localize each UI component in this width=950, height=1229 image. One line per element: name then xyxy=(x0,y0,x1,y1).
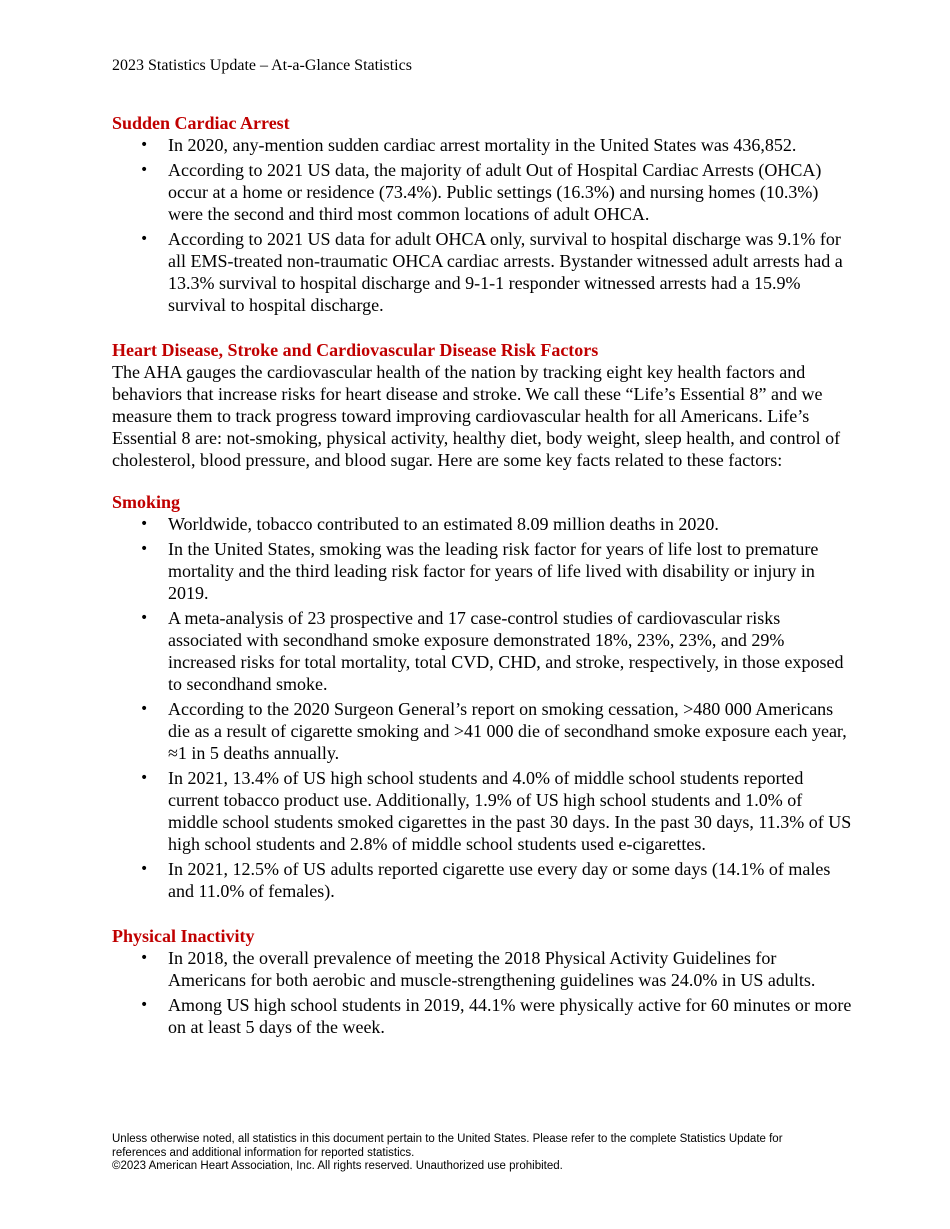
list-item: • Worldwide, tobacco contributed to an estimated 8.09 million deaths in 2020. xyxy=(112,513,852,535)
list-item: • According to 2021 US data for adult OHCA only, survival to hospital discharge was 9.1% for all EMS-treated non-traumatic OHCA cardiac arrests. Bystander witnessed adult arrests had a 13.3% survival to hospital discharge and 9-1-1 responder witnessed arrests had a 15.9% survival to hospital discharge. xyxy=(112,228,852,316)
document-body xyxy=(112,112,852,1041)
list-item: • In 2020, any-mention sudden cardiac arrest mortality in the United States was 436,852. xyxy=(112,134,852,156)
list-item: • A meta-analysis of 23 prospective and 17 case-control studies of cardiovascular risks associated with secondhand smoke exposure demonstrated 18%, 23%, 23%, and 29% increased risks for total mortality, total CVD, CHD, and stroke, respectively, in those exposed to secondhand smoke. xyxy=(112,607,852,695)
section-heading-sudden-cardiac-arrest: Sudden Cardiac Arrest xyxy=(112,113,290,133)
section-heading-risk-factors: Heart Disease, Stroke and Cardiovascular Disease Risk Factors xyxy=(112,340,599,360)
list-item: • According to 2021 US data, the majority of adult Out of Hospital Cardiac Arrests (OHCA) occur at a home or residence (73.4%). Public settings (16.3%) and nursing homes (10.3%) were the second and third most common locations of adult OHCA. xyxy=(112,159,852,225)
list-item: • Among US high school students in 2019, 44.1% were physically active for 60 minutes or more on at least 5 days of the week. xyxy=(112,994,852,1038)
list-item: • In 2021, 13.4% of US high school students and 4.0% of middle school students reported current tobacco product use. Additionally, 1.9% of US high school students and 1.0% of middle school students smoked cigarettes in the past 30 days. In the past 30 days, 11.3% of US high school students and 2.8% of middle school students used e-cigarettes. xyxy=(112,767,852,855)
smoking-list xyxy=(112,513,852,902)
risk-factors-paragraph: The AHA gauges the cardiovascular health of the nation by tracking eight key health factors and behaviors that increase risks for heart disease and stroke. We call these “Life’s Essential 8” and we measure them to track progress toward improving cardiovascular health for all Americans. Life’s Essential 8 are: not-smoking, physical activity, healthy diet, body weight, sleep health, and control of cholesterol, blood pressure, and blood sugar. Here are some key facts related to these factors: xyxy=(112,362,841,470)
list-item: • In 2018, the overall prevalence of meeting the 2018 Physical Activity Guidelines for Americans for both aerobic and muscle-strengthening guidelines was 24.0% in US adults. xyxy=(112,947,852,991)
footer-disclaimer: Unless otherwise noted, all statistics in this document pertain to the United States. Please refer to the complete Statistics Update for references and additional information for reported statistics. xyxy=(112,1133,783,1159)
list-item: • In 2021, 12.5% of US adults reported cigarette use every day or some days (14.1% of males and 11.0% of females). xyxy=(112,858,852,902)
page-footer xyxy=(112,1133,832,1174)
sudden-cardiac-arrest-list xyxy=(112,134,852,316)
footer-copyright: ©2023 American Heart Association, Inc. All rights reserved. Unauthorized use prohibited. xyxy=(112,1160,563,1172)
list-item: • In the United States, smoking was the leading risk factor for years of life lost to premature mortality and the third leading risk factor for years of life lived with disability or injury in 2019. xyxy=(112,538,852,604)
list-item: • According to the 2020 Surgeon General’s report on smoking cessation, >480 000 Americans die as a result of cigarette smoking and >41 000 die of secondhand smoke exposure each year, ≈1 in 5 deaths annually. xyxy=(112,698,852,764)
page-header: 2023 Statistics Update – At-a-Glance Statistics xyxy=(112,57,412,74)
physical-inactivity-list xyxy=(112,947,852,1038)
section-heading-smoking: Smoking xyxy=(112,492,181,512)
section-heading-physical-inactivity: Physical Inactivity xyxy=(112,926,255,946)
